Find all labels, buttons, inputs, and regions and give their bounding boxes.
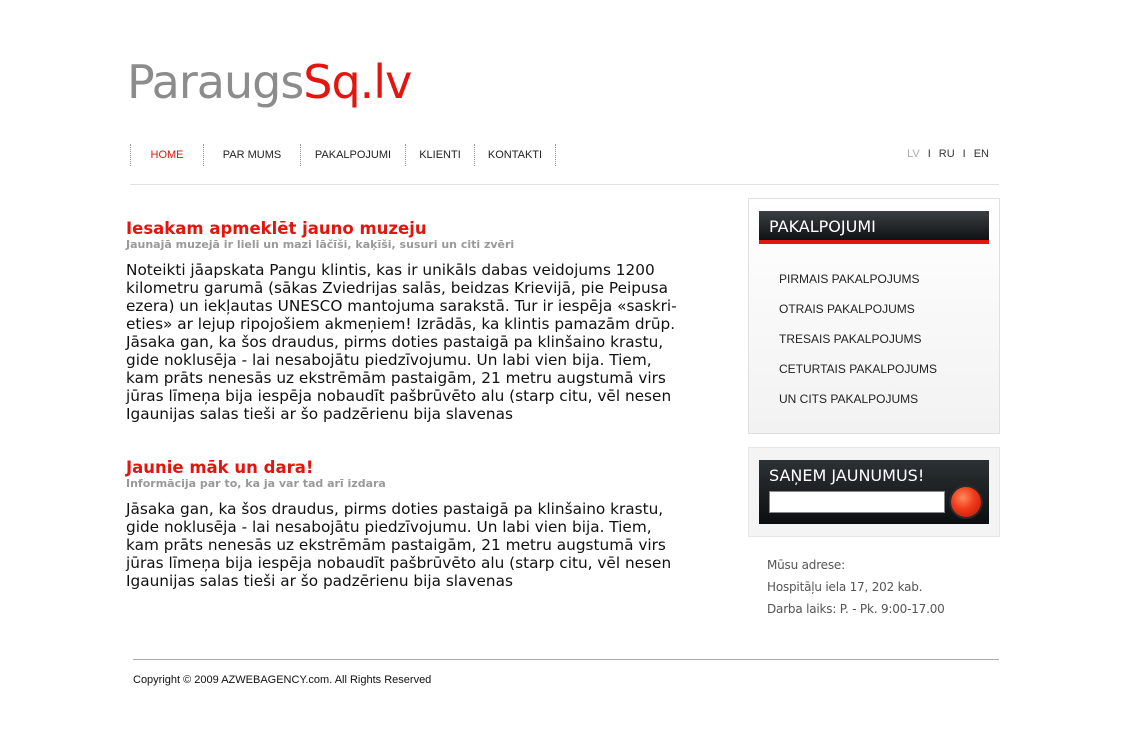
language-switcher xyxy=(907,148,989,160)
article-title[interactable]: Iesakam apmeklēt jauno muzeju xyxy=(126,219,427,238)
address-block xyxy=(767,554,945,620)
main-content xyxy=(126,218,726,590)
newsletter-email-input[interactable] xyxy=(769,491,945,513)
body-line: Jāsaka gan, ka šos draudus, pirms doties pastaigā pa klinšaino krastu, xyxy=(126,500,664,518)
nav-klienti[interactable]: KLIENTI xyxy=(419,149,461,161)
article-1 xyxy=(126,218,726,423)
footer-divider xyxy=(133,659,999,660)
lang-en[interactable]: EN xyxy=(973,148,989,160)
article-title[interactable]: Jaunie māk un dara! xyxy=(126,458,314,477)
lang-lv[interactable]: LV xyxy=(907,148,920,160)
address-label: Mūsu adrese: xyxy=(767,558,845,572)
service-link[interactable]: UN CITS PAKALPOJUMS xyxy=(779,392,919,406)
nav-home[interactable]: HOME xyxy=(150,149,184,161)
footer-copyright: Copyright © 2009 AZWEBAGENCY.com. All Rights Reserved xyxy=(133,674,432,686)
article-subtitle: Informācija par to, ka ja var tad arī izdara xyxy=(126,477,386,490)
body-line: ezera) un iekļautas UNESCO mantojuma sarakstā. Tur ir iespēja «saskri- xyxy=(126,297,677,315)
nav-divider xyxy=(555,144,556,166)
service-link[interactable]: CETURTAIS PAKALPOJUMS xyxy=(779,362,938,376)
lang-separator: I xyxy=(927,148,931,160)
article-subtitle: Jaunajā muzejā ir lieli un mazi lāčīši, kaķīši, susuri un citi zvēri xyxy=(126,238,515,251)
nav-par-mums[interactable]: PAR MUMS xyxy=(222,149,282,161)
newsletter-panel xyxy=(748,447,1000,537)
lang-ru[interactable]: RU xyxy=(938,148,955,160)
newsletter-submit-button[interactable] xyxy=(951,487,981,517)
site-logo[interactable] xyxy=(127,54,411,110)
newsletter-title: SAŅEM JAUNUMUS! xyxy=(769,466,925,485)
body-line: kam prāts nenesās uz ekstrēmām pastaigām, 21 metru augstumā virs xyxy=(126,369,666,387)
services-title: PAKALPOJUMI xyxy=(759,211,989,244)
header-divider xyxy=(130,184,999,185)
services-panel xyxy=(748,198,1000,434)
body-line: jūras līmeņa bija iespēja nobaudīt pašbrūvēto alu (starp citu, vēl nesen xyxy=(126,387,672,405)
lang-separator: I xyxy=(962,148,966,160)
body-line: gide noklusēja - lai nesabojātu piedzīvojumu. Un labi vien bija. Tiem, xyxy=(126,351,652,369)
address-street: Hospitāļu iela 17, 202 kab. xyxy=(767,580,923,594)
nav-kontakti[interactable]: KONTAKTI xyxy=(487,149,543,161)
service-link[interactable]: TRESAIS PAKALPOJUMS xyxy=(779,332,922,346)
working-hours: Darba laiks: P. - Pk. 9:00-17.00 xyxy=(767,602,945,616)
services-list xyxy=(779,271,937,421)
body-line: jūras līmeņa bija iespēja nobaudīt pašbrūvēto alu (starp citu, vēl nesen xyxy=(126,554,672,572)
body-line: kam prāts nenesās uz ekstrēmām pastaigām, 21 metru augstumā virs xyxy=(126,536,666,554)
service-link[interactable]: PIRMAIS PAKALPOJUMS xyxy=(779,272,920,286)
body-line: Igaunijas salas tieši ar šo padzērienu bija slavenas xyxy=(126,405,513,423)
logo-part-2: Sq.lv xyxy=(303,55,412,109)
body-line: kilometru garumā (sākas Zviedrijas salās, beidzas Krievijā, pie Peipusa xyxy=(126,279,669,297)
body-line: eties» ar lejup ripojošiem akmeņiem! Izrādās, ka klintis pamazām drūp. xyxy=(126,315,676,333)
body-line: Jāsaka gan, ka šos draudus, pirms doties pastaigā pa klinšaino krastu, xyxy=(126,333,664,351)
article-body xyxy=(126,500,726,590)
article-2 xyxy=(126,457,726,590)
article-body xyxy=(126,261,726,423)
body-line: Igaunijas salas tieši ar šo padzērienu bija slavenas xyxy=(126,572,513,590)
service-link[interactable]: OTRAIS PAKALPOJUMS xyxy=(779,302,915,316)
logo-part-1: Paraugs xyxy=(127,55,304,109)
nav-pakalpojumi[interactable]: PAKALPOJUMI xyxy=(314,149,392,161)
main-nav xyxy=(130,144,556,166)
body-line: Noteikti jāapskata Pangu klintis, kas ir unikāls dabas veidojums 1200 xyxy=(126,261,655,279)
newsletter-box xyxy=(759,460,989,524)
body-line: gide noklusēja - lai nesabojātu piedzīvojumu. Un labi vien bija. Tiem, xyxy=(126,518,652,536)
